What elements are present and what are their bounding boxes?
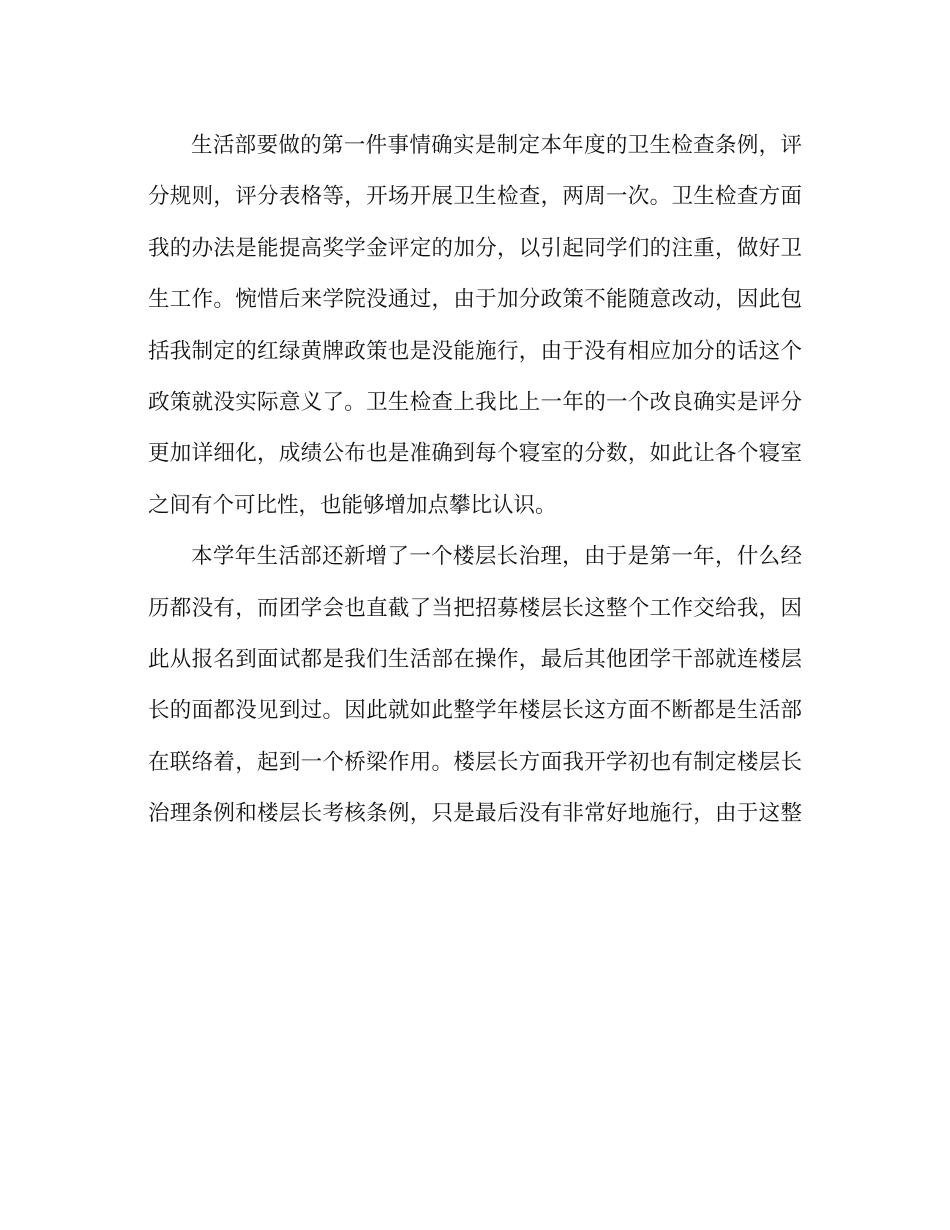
text-line: 历都没有，而团学会也直截了当把招募楼层长这整个工作交给我，因 — [148, 595, 802, 621]
text-line: 生工作。惋惜后来学院没通过，由于加分政策不能随意改动，因此包 — [148, 287, 802, 313]
text-line: 生活部要做的第一件事情确实是制定本年度的卫生检查条例，评 — [191, 133, 802, 158]
text-line: 长的面都没见到过。因此就如此整学年楼层长这方面不断都是生活部 — [148, 698, 802, 724]
text-line: 政策就没实际意义了。卫生检查上我比上一年的一个改良确实是评分 — [148, 389, 802, 415]
text-line: 分规则，评分表格等，开场开展卫生检查，两周一次。卫生检查方面 — [148, 184, 802, 210]
text-line: 此从报名到面试都是我们生活部在操作，最后其他团学干部就连楼层 — [148, 646, 802, 672]
paragraph-1 — [148, 120, 802, 531]
text-line: 在联络着，起到一个桥梁作用。楼层长方面我开学初也有制定楼层长 — [148, 749, 802, 775]
text-line: 我的办法是能提高奖学金评定的加分，以引起同学们的注重，做好卫 — [148, 235, 802, 261]
paragraph-2 — [148, 531, 802, 839]
text-line: 之间有个可比性，也能够增加点攀比认识。 — [148, 492, 557, 518]
text-line: 更加详细化，成绩公布也是准确到每个寝室的分数，如此让各个寝室 — [148, 441, 802, 467]
text-line: 治理条例和楼层长考核条例，只是最后没有非常好地施行，由于这整 — [148, 801, 802, 827]
document-body — [148, 120, 802, 839]
text-line: 括我制定的红绿黄牌政策也是没能施行，由于没有相应加分的话这个 — [148, 338, 802, 364]
text-line: 本学年生活部还新增了一个楼层长治理，由于是第一年，什么经 — [191, 544, 802, 570]
